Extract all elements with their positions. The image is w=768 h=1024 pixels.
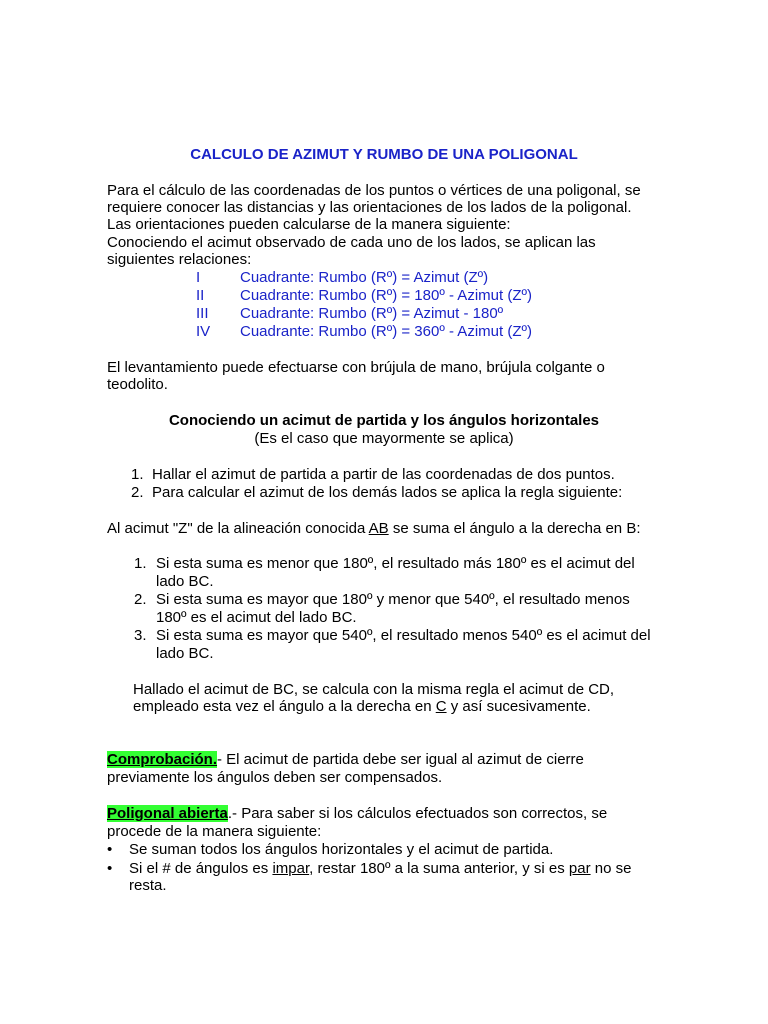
bullet-text bbox=[129, 860, 631, 878]
comprobacion-text: - El acimut de partida debe ser igual al azimut de cierre bbox=[217, 751, 584, 768]
condition-text: Si esta suma es mayor que 540º, el resultado menos 540º es el acimut del bbox=[156, 627, 651, 644]
abierta-line2: procede de la manera siguiente: bbox=[107, 823, 322, 840]
section-heading: Conociendo un acimut de partida y los ángulos horizontales bbox=[168, 412, 600, 429]
intro-line: Las orientaciones pueden calcularse de la manera siguiente: bbox=[107, 216, 511, 233]
hallado-line: Hallado el acimut de BC, se calcula con la misma regla el acimut de CD, bbox=[133, 681, 615, 698]
page-title: CALCULO DE AZIMUT Y RUMBO DE UNA POLIGONAL bbox=[190, 146, 578, 163]
bullet-text: Se suman todos los ángulos horizontales y el acimut de partida. bbox=[129, 841, 554, 858]
condition-number: 2. bbox=[134, 591, 147, 608]
abierta-text: .- Para saber si los cálculos efectuados son correctos, se bbox=[227, 805, 608, 822]
relation-text: Cuadrante: Rumbo (Rº) = Azimut - 180º bbox=[240, 305, 504, 322]
levantamiento-line: El levantamiento puede efectuarse con brújula de mano, brújula colgante o bbox=[107, 359, 605, 376]
bullet-symbol: • bbox=[107, 841, 113, 858]
bullet-symbol: • bbox=[107, 860, 113, 877]
hallado-text-end: y así sucesivamente. bbox=[446, 698, 591, 715]
step-number: 1. bbox=[131, 466, 144, 483]
condition-number: 3. bbox=[134, 627, 147, 644]
relation-text: Cuadrante: Rumbo (Rº) = 180º - Azimut (Zº) bbox=[240, 287, 532, 304]
step-text: Hallar el azimut de partida a partir de las coordenadas de dos puntos. bbox=[152, 466, 615, 483]
relation-text: Cuadrante: Rumbo (Rº) = 360º - Azimut (Zº) bbox=[240, 323, 532, 340]
hallado-underlined: C bbox=[435, 698, 447, 715]
hallado-text: empleado esta vez el ángulo a la derecha en bbox=[133, 698, 436, 715]
rule-underlined: AB bbox=[368, 520, 389, 537]
condition-text: 180º es el acimut del lado BC. bbox=[156, 609, 357, 626]
step-number: 2. bbox=[131, 484, 144, 501]
relation-numeral: II bbox=[196, 287, 205, 304]
condition-text: Si esta suma es menor que 180º, el resultado más 180º es el acimut del bbox=[156, 555, 635, 572]
condition-number: 1. bbox=[134, 555, 147, 572]
condition-text: lado BC. bbox=[156, 645, 214, 662]
intro-line: Para el cálculo de las coordenadas de los puntos o vértices de una poligonal, se bbox=[107, 182, 641, 199]
abierta-line bbox=[107, 805, 607, 823]
abierta-label: Poligonal abierta bbox=[107, 805, 228, 822]
rule-text: Al acimut "Z" de la alineación conocida bbox=[107, 520, 369, 537]
bullet-text-part: , restar 180º a la suma anterior, y si es bbox=[309, 860, 569, 877]
bullet-underlined-par: par bbox=[568, 860, 591, 877]
step-text: Para calcular el azimut de los demás lados se aplica la regla siguiente: bbox=[152, 484, 623, 501]
relation-text: Cuadrante: Rumbo (Rº) = Azimut (Zº) bbox=[240, 269, 489, 286]
bullet-underlined-impar: impar bbox=[272, 860, 310, 877]
condition-text: Si esta suma es mayor que 180º y menor que 540º, el resultado menos bbox=[156, 591, 630, 608]
relation-numeral: III bbox=[196, 305, 209, 322]
section-note: (Es el caso que mayormente se aplica) bbox=[254, 430, 514, 447]
bullet-text-part: no se bbox=[590, 860, 632, 877]
rule-line bbox=[107, 520, 641, 538]
levantamiento-line: teodolito. bbox=[107, 376, 168, 393]
hallado-line bbox=[133, 698, 591, 716]
relation-numeral: I bbox=[196, 269, 201, 286]
intro-line: siguientes relaciones: bbox=[107, 251, 252, 268]
comprobacion-line2: previamente los ángulos deben ser compensados. bbox=[107, 769, 443, 786]
intro-line: requiere conocer las distancias y las orientaciones de los lados de la poligonal. bbox=[107, 199, 632, 216]
condition-text: lado BC. bbox=[156, 573, 214, 590]
bullet-text-line2: resta. bbox=[129, 877, 167, 894]
intro-line: Conociendo el acimut observado de cada uno de los lados, se aplican las bbox=[107, 234, 596, 251]
rule-text-end: se suma el ángulo a la derecha en B: bbox=[388, 520, 641, 537]
comprobacion-label: Comprobación. bbox=[107, 751, 218, 768]
comprobacion-line bbox=[107, 751, 584, 769]
bullet-text-part: Si el # de ángulos es bbox=[129, 860, 273, 877]
relation-numeral: IV bbox=[196, 323, 211, 340]
